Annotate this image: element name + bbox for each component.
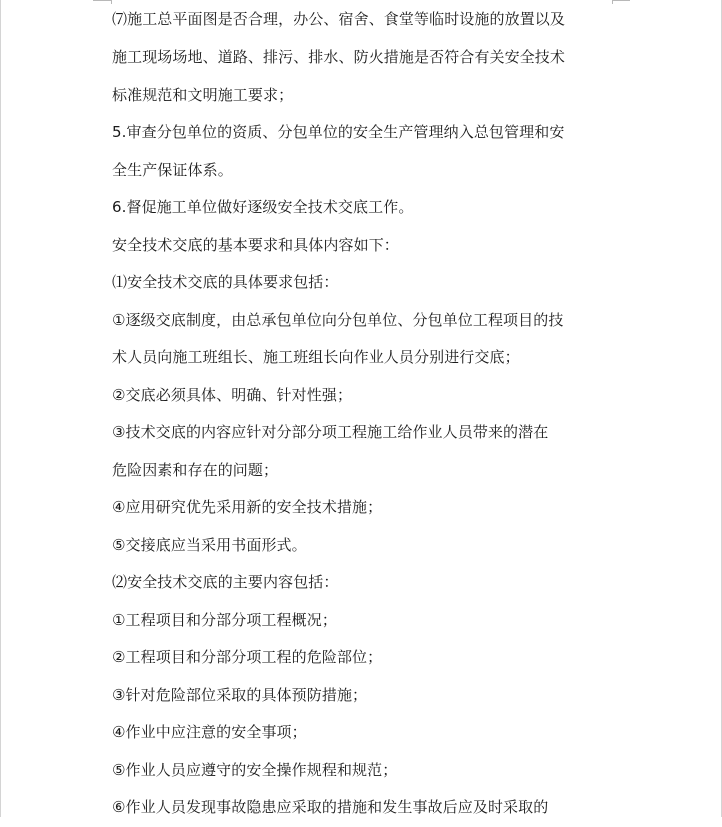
text-line: 标准规范和文明施工要求； xyxy=(112,85,294,104)
text-line: ①逐级交底制度，由总承包单位向分包单位、分包单位工程项目的技 xyxy=(112,310,564,329)
text-line: ③技术交底的内容应针对分部分项工程施工给作业人员带来的潜在 xyxy=(112,423,549,441)
text-line: 施工现场场地、道路、排污、排水、防火措施是否符合有关安全技术 xyxy=(112,48,566,66)
text-line: 6.督促施工单位做好逐级安全技术交底工作。 xyxy=(112,198,414,216)
text-line: ⑤交接底应当采用书面形式。 xyxy=(112,535,307,554)
text-line: ⑵安全技术交底的主要内容包括： xyxy=(112,573,339,591)
text-line: ①工程项目和分部分项工程概况； xyxy=(112,610,337,629)
text-line: ⑴安全技术交底的具体要求包括： xyxy=(112,273,339,291)
text-line: 5.审查分包单位的资质、分包单位的安全生产管理纳入总包管理和安 xyxy=(112,123,565,141)
text-line: ④应用研究优先采用新的安全技术措施； xyxy=(112,498,383,516)
text-line: ②工程项目和分部分项工程的危险部位； xyxy=(112,648,383,666)
text-line: ④作业中应注意的安全事项； xyxy=(112,723,307,741)
text-line: ⑺施工总平面图是否合理，办公、宿舍、食堂等临时设施的放置以及 xyxy=(112,10,566,28)
text-line: 危险因素和存在的问题； xyxy=(112,460,279,479)
document-body xyxy=(112,0,612,827)
crop-mark-top-left xyxy=(93,0,111,1)
crop-mark-top-right xyxy=(612,0,630,1)
text-line: 全生产保证体系。 xyxy=(112,160,233,179)
crop-mark-top-right-vertical xyxy=(612,0,613,4)
text-line: ②交底必须具体、明确、针对性强； xyxy=(112,385,353,404)
text-line: 安全技术交底的基本要求和具体内容如下： xyxy=(112,235,399,254)
text-line: ⑤作业人员应遵守的安全操作规程和规范； xyxy=(112,760,398,779)
text-line: 术人员向施工班组长、施工班组长向作业人员分别进行交底； xyxy=(112,348,520,366)
text-line: ⑥作业人员发现事故隐患应采取的措施和发生事故后应及时采取的 xyxy=(112,798,549,816)
text-line: ③针对危险部位采取的具体预防措施； xyxy=(112,685,368,704)
